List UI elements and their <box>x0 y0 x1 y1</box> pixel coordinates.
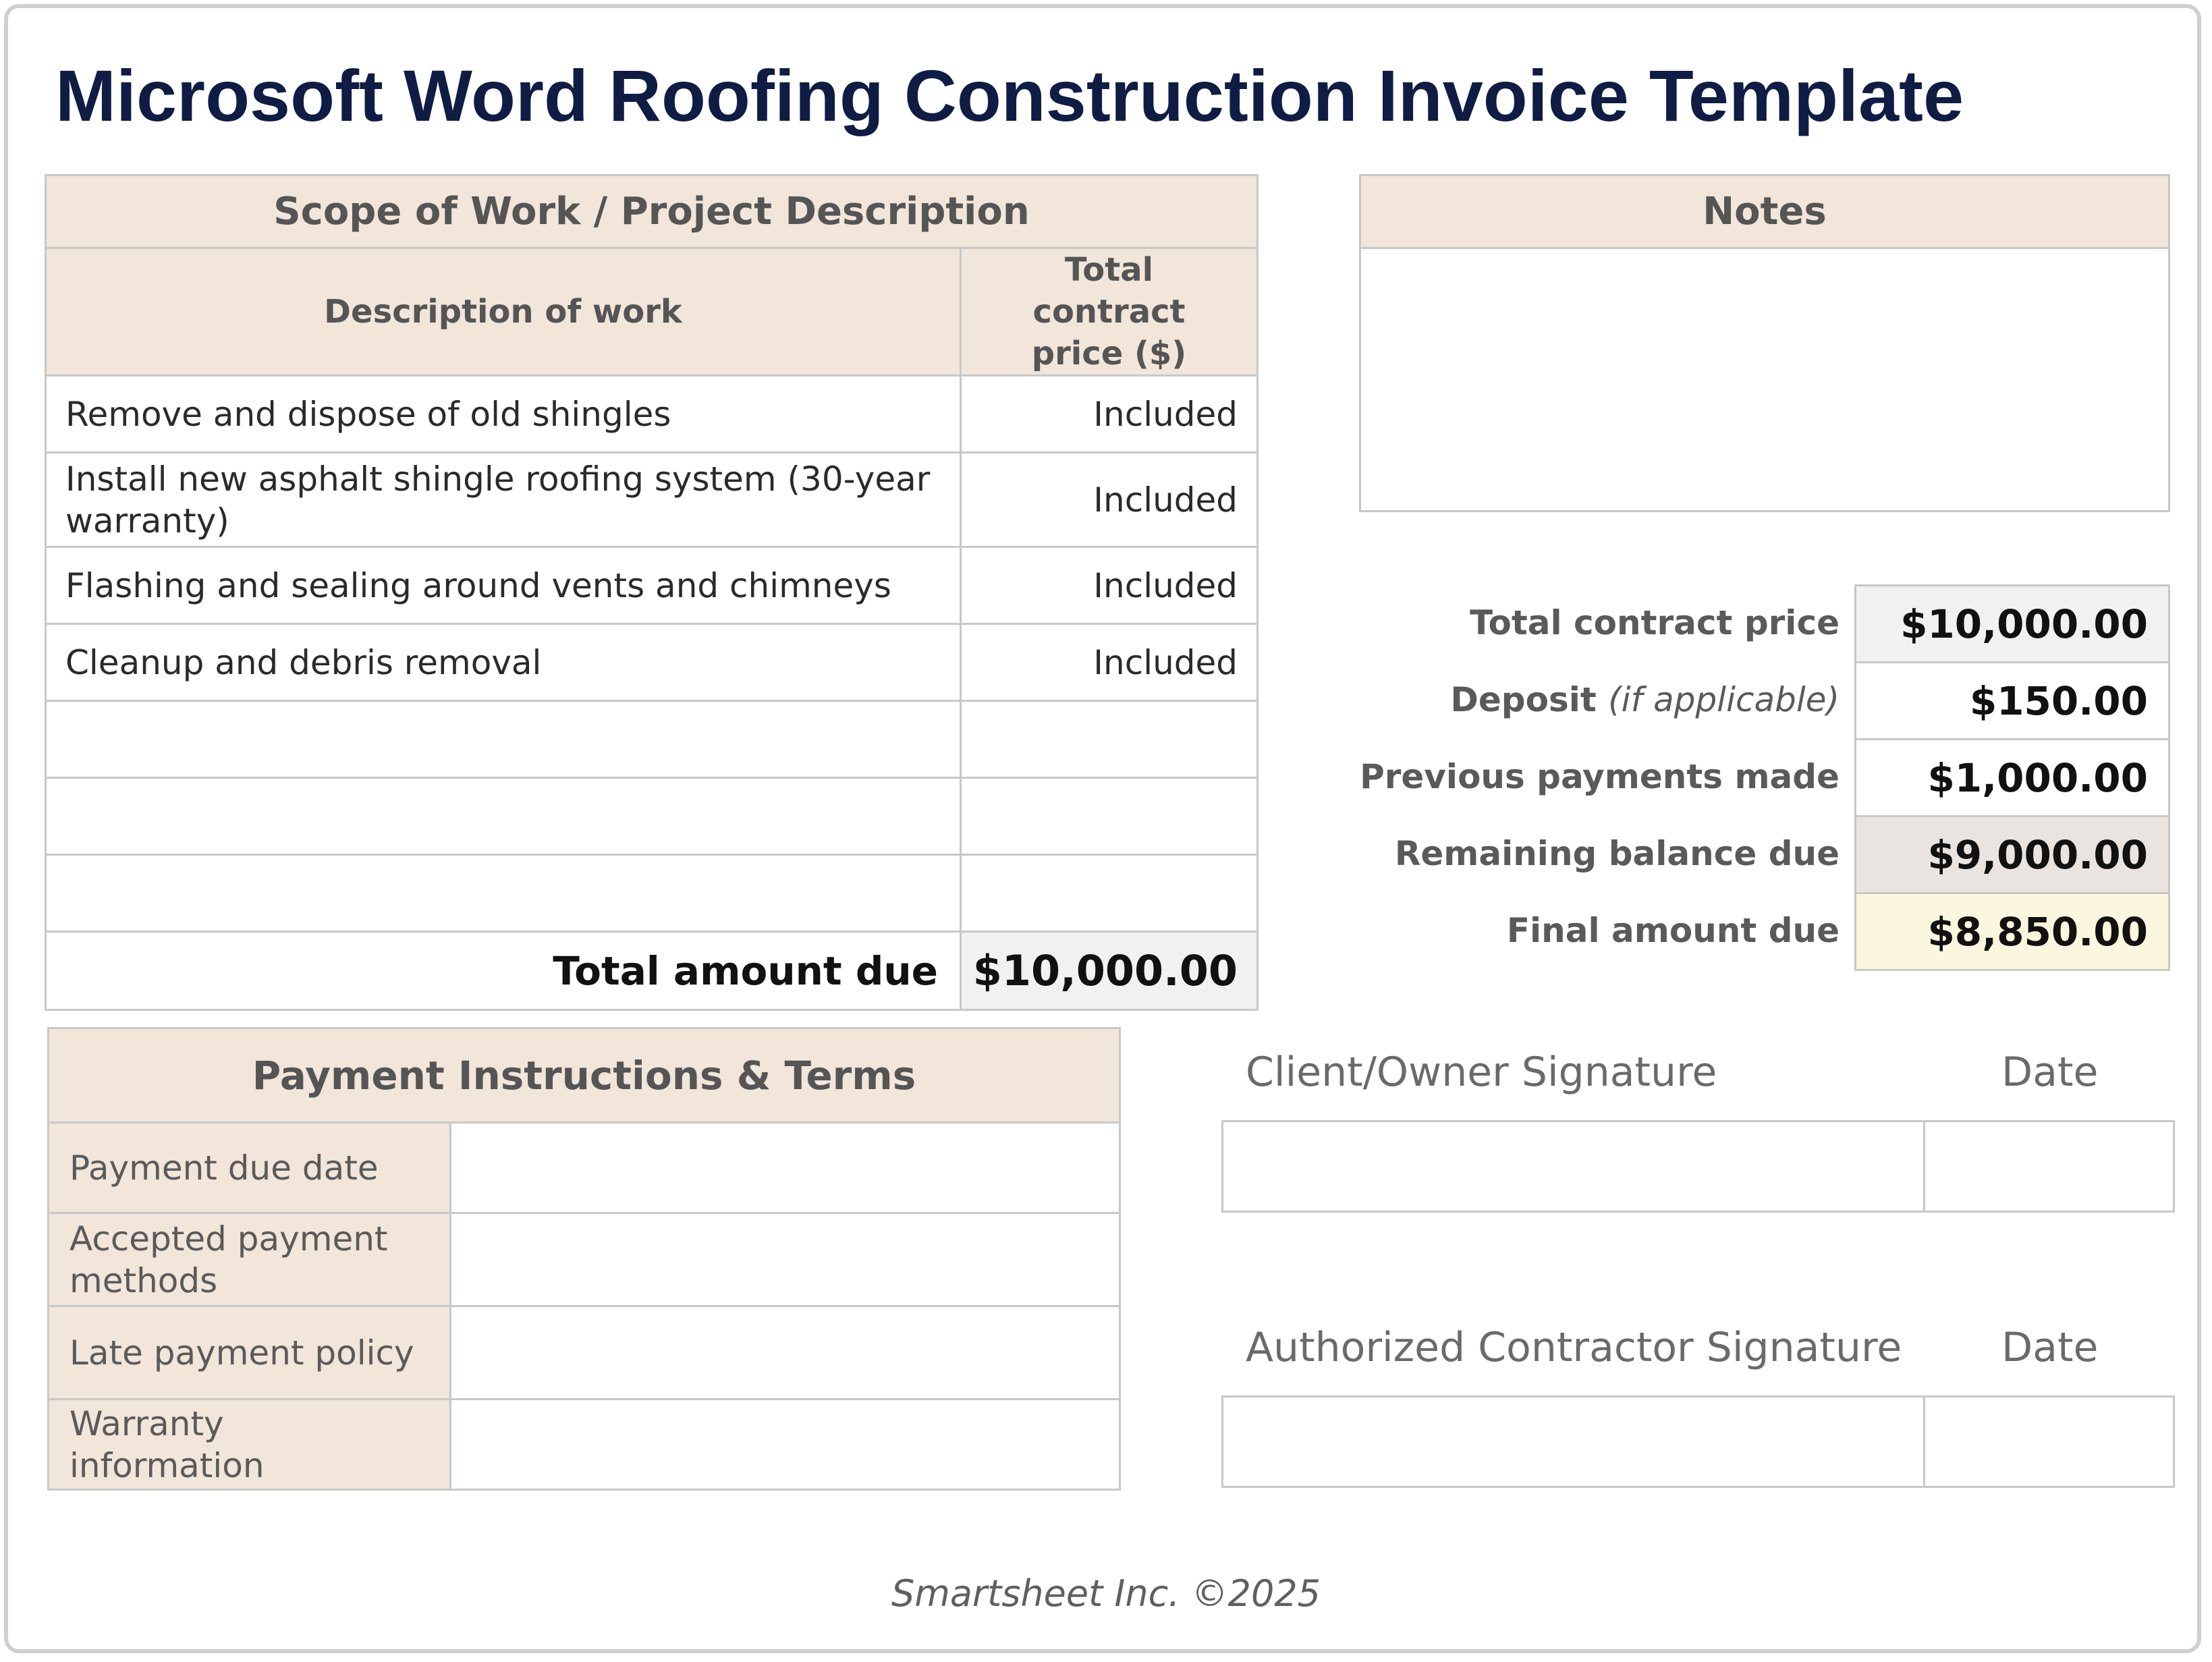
column-header-price: Total contract price ($) <box>961 248 1258 376</box>
column-header-description: Description of work <box>46 248 961 376</box>
page-title: Microsoft Word Roofing Construction Invoice Template <box>55 55 1964 136</box>
scope-row-price[interactable]: Included <box>961 547 1258 624</box>
client-signature-field[interactable] <box>1223 1121 1925 1212</box>
scope-row-price[interactable]: Included <box>961 624 1258 701</box>
scope-row-description[interactable]: Flashing and sealing around vents and chimneys <box>46 547 961 624</box>
client-signature-label: Client/Owner Signature <box>1246 1049 1717 1096</box>
notes-header: Notes <box>1360 175 2169 248</box>
final-amount-value: $8,850.00 <box>1856 893 2169 970</box>
client-signature-box <box>1221 1120 2175 1213</box>
scope-row-price[interactable]: Included <box>961 376 1258 453</box>
accepted-payment-methods-field[interactable] <box>451 1213 1120 1306</box>
warranty-information-field[interactable] <box>451 1400 1120 1490</box>
notes-field[interactable] <box>1360 248 2169 511</box>
contractor-signature-label: Authorized Contractor Signature <box>1246 1324 1902 1371</box>
scope-row-price[interactable] <box>961 701 1258 778</box>
deposit-value[interactable]: $150.00 <box>1856 663 2169 740</box>
payment-header: Payment Instructions & Terms <box>49 1028 1120 1123</box>
total-amount-due-value: $10,000.00 <box>961 932 1258 1010</box>
remaining-balance-value: $9,000.00 <box>1856 816 2169 893</box>
scope-row-description[interactable]: Remove and dispose of old shingles <box>46 376 961 453</box>
scope-row-description[interactable] <box>46 778 961 855</box>
footer-copyright: Smartsheet Inc. ©2025 <box>891 1572 1321 1615</box>
total-contract-price-value: $10,000.00 <box>1856 586 2169 663</box>
payment-due-date-label: Payment due date <box>49 1123 451 1213</box>
scope-row-price[interactable] <box>961 855 1258 932</box>
accepted-payment-methods-label: Accepted payment methods <box>49 1213 451 1306</box>
scope-header: Scope of Work / Project Description <box>46 175 1258 248</box>
payment-summary-table <box>1854 584 2170 971</box>
warranty-information-label: Warranty information <box>49 1400 451 1490</box>
contractor-signature-field[interactable] <box>1223 1397 1925 1487</box>
deposit-label: Deposit (if applicable) <box>1450 680 1840 719</box>
notes-table <box>1359 174 2170 512</box>
remaining-balance-label: Remaining balance due <box>1394 834 1840 873</box>
scope-row-price[interactable]: Included <box>961 453 1258 547</box>
client-date-field[interactable] <box>1925 1121 2174 1212</box>
scope-row-description[interactable]: Install new asphalt shingle roofing system (30-year warranty) <box>46 453 961 547</box>
previous-payments-value[interactable]: $1,000.00 <box>1856 740 2169 816</box>
client-date-label: Date <box>2001 1049 2099 1096</box>
scope-row-price[interactable] <box>961 778 1258 855</box>
total-contract-price-label: Total contract price <box>1470 603 1840 642</box>
scope-of-work-table <box>45 174 1259 1011</box>
contractor-date-field[interactable] <box>1925 1397 2174 1487</box>
late-payment-policy-field[interactable] <box>451 1306 1120 1400</box>
previous-payments-label: Previous payments made <box>1360 757 1840 796</box>
scope-row-description[interactable] <box>46 701 961 778</box>
contractor-date-label: Date <box>2001 1324 2099 1371</box>
scope-row-description[interactable]: Cleanup and debris removal <box>46 624 961 701</box>
scope-row-description[interactable] <box>46 855 961 932</box>
final-amount-label: Final amount due <box>1506 911 1840 950</box>
contractor-signature-box <box>1221 1395 2175 1488</box>
total-amount-due-label: Total amount due <box>46 932 961 1010</box>
payment-due-date-field[interactable] <box>451 1123 1120 1213</box>
late-payment-policy-label: Late payment policy <box>49 1306 451 1400</box>
payment-instructions-table <box>47 1027 1121 1491</box>
